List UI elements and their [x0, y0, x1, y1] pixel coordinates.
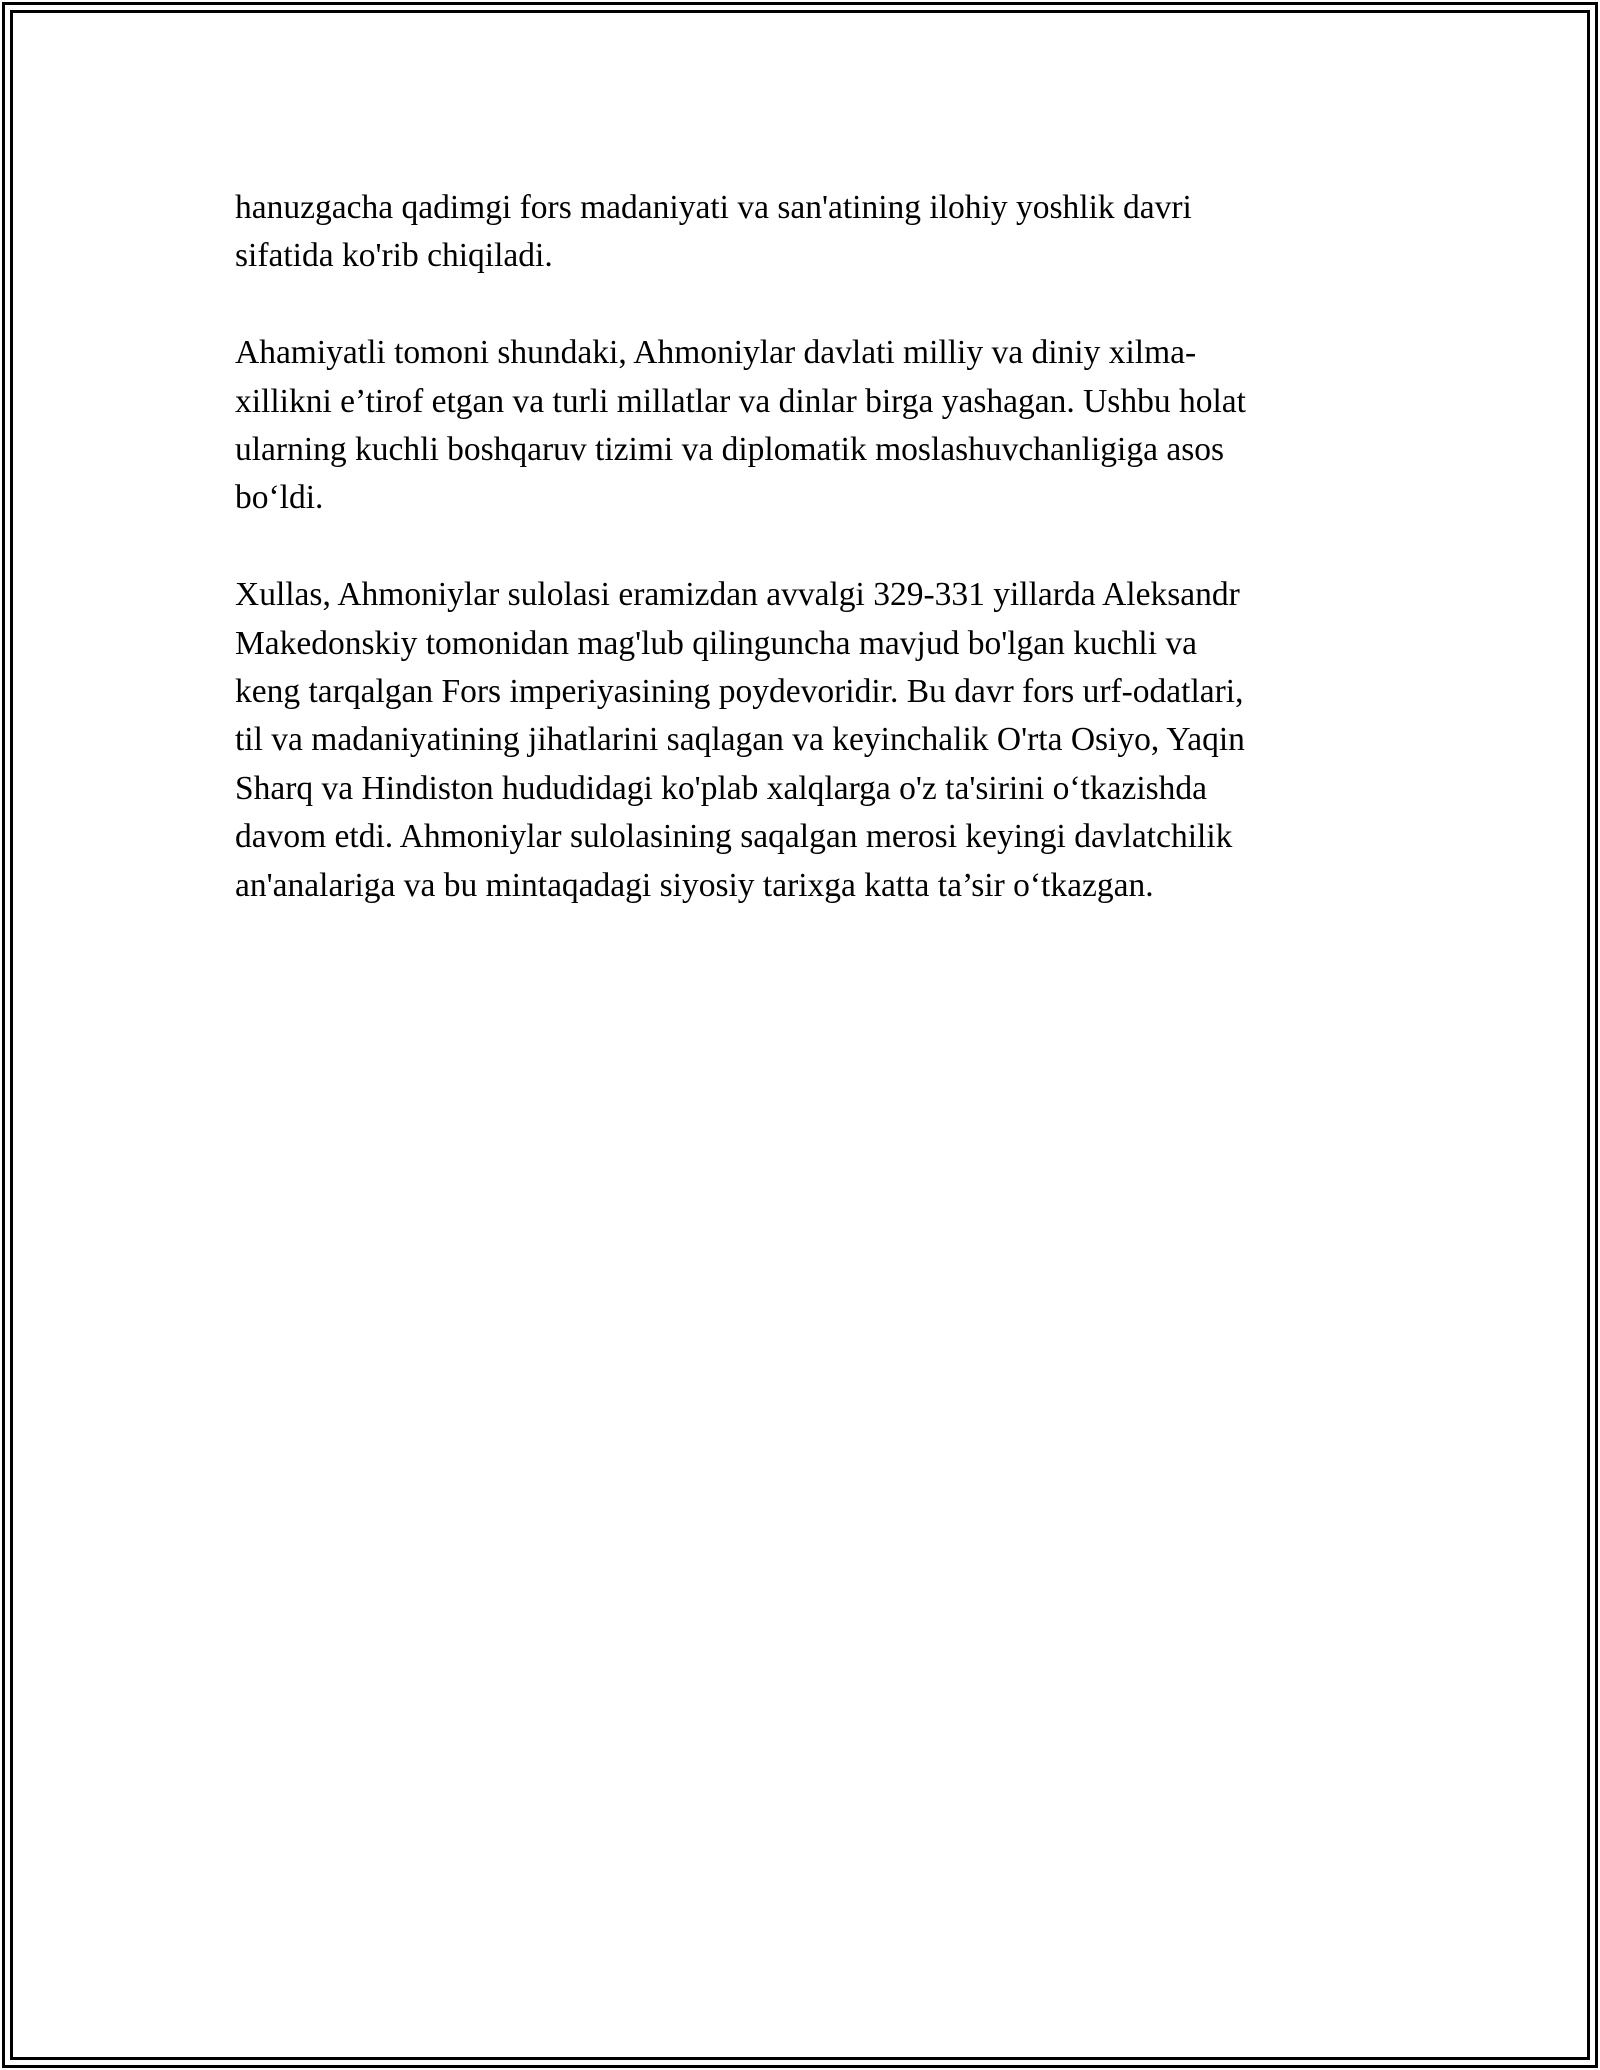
- text-line: keng tarqalgan Fors imperiyasining poydevoridir. Bu davr fors urf-odatlari,: [235, 673, 1244, 711]
- text-line: sifatida ko'rib chiqiladi.: [235, 237, 553, 275]
- text-line: til va madaniyatining jihatlarini saqlagan va keyinchalik O'rta Osiyo, Yaqin: [235, 721, 1245, 759]
- text-line: Makedonskiy tomonidan mag'lub qilinguncha mavjud bo'lgan kuchli va: [235, 624, 1198, 662]
- text-line: xillikni e’tirof etgan va turli millatlar va dinlar birga yashagan. Ushbu holat: [235, 382, 1246, 420]
- text-line: Ahamiyatli tomoni shundaki, Ahmoniylar davlati milliy va diniy xilma-: [235, 334, 1197, 372]
- paragraph-3: [235, 571, 1375, 910]
- text-line: bo‘ldi.: [235, 479, 324, 517]
- document-body: [235, 184, 1375, 958]
- text-line: hanuzgacha qadimgi fors madaniyati va san'atining ilohiy yoshlik davri: [235, 189, 1192, 226]
- text-line: Sharq va Hindiston hududidagi ko'plab xalqlarga o'z ta'sirini o‘tkazishda: [235, 769, 1208, 807]
- text-line: ularning kuchli boshqaruv tizimi va diplomatik moslashuvchanligiga asos: [235, 431, 1225, 469]
- text-line: davom etdi. Ahmoniylar sulolasining saqalgan merosi keyingi davlatchilik: [235, 818, 1233, 856]
- text-line: an'analariga va bu mintaqadagi siyosiy tarixga katta ta’sir o‘tkazgan.: [235, 866, 1154, 904]
- paragraph-1: [235, 184, 1375, 281]
- text-line: Xullas, Ahmoniylar sulolasi eramizdan avvalgi 329-331 yillarda Aleksandr: [235, 576, 1240, 614]
- paragraph-2: [235, 329, 1375, 523]
